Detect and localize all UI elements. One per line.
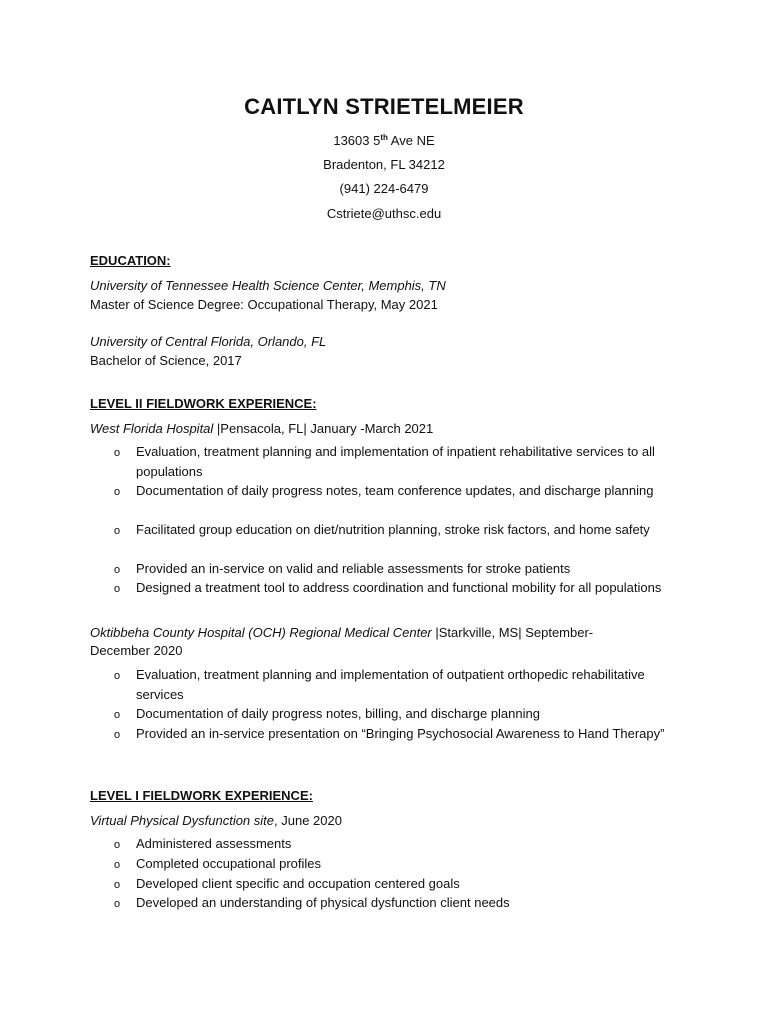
level1-bullet-4: Developed an understanding of physical dysfunction client needs: [136, 895, 510, 910]
bullet-marker: o: [114, 709, 121, 721]
bullet-marker: o: [114, 447, 121, 459]
candidate-name: CAITLYN STRIETELMEIER: [244, 94, 524, 119]
email-address: Cstriete@uthsc.edu: [326, 206, 442, 221]
address-superscript: th: [380, 133, 388, 142]
level2-heading: LEVEL II FIELDWORK EXPERIENCE:: [90, 396, 317, 411]
education-school-2: University of Central Florida, Orlando, FL: [90, 334, 327, 349]
level2-site-2-bullet-1: Evaluation, treatment planning and implementation of outpatient orthopedic rehabilitative services: [136, 667, 645, 702]
bullet-marker: o: [114, 486, 121, 498]
level2-site-1-bullet-4: Provided an in-service on valid and reliable assessments for stroke patients: [136, 561, 571, 576]
level2-site-2-bullet-3: Provided an in-service presentation on “Bringing Psychosocial Awareness to Hand Therapy”: [136, 726, 665, 741]
bullet-marker: o: [114, 898, 121, 910]
bullet-marker: o: [114, 670, 121, 682]
bullet-marker: o: [114, 859, 121, 871]
city-state-zip: Bradenton, FL 34212: [323, 157, 445, 172]
level1-bullet-2: Completed occupational profiles: [136, 856, 321, 871]
level2-site-2: [90, 625, 593, 640]
education-degree-2: Bachelor of Science, 2017: [90, 353, 242, 368]
bullet-marker: o: [114, 525, 121, 537]
education-school-1: University of Tennessee Health Science Center, Memphis, TN: [90, 278, 446, 293]
bullet-marker: o: [114, 729, 121, 741]
level2-site-2-details: |Starkville, MS| September-: [431, 625, 594, 640]
bullet-marker: o: [114, 839, 121, 851]
address-line: [0, 133, 768, 148]
education-degree-1: Master of Science Degree: Occupational Therapy, May 2021: [90, 297, 438, 312]
level1-site-name: Virtual Physical Dysfunction site: [90, 813, 275, 828]
education-heading: EDUCATION:: [90, 253, 171, 268]
level2-site-1-bullet-1: Evaluation, treatment planning and implementation of inpatient rehabilitative services to all populations: [136, 444, 655, 479]
level2-site-1-details: |Pensacola, FL| January -March 2021: [213, 421, 434, 436]
level1-site: [90, 813, 342, 828]
level1-bullet-1: Administered assessments: [136, 836, 292, 851]
bullet-marker: o: [114, 583, 121, 595]
phone-number: (941) 224-6479: [339, 181, 429, 196]
level1-site-details: , June 2020: [274, 813, 342, 828]
level2-site-1-bullet-2: Documentation of daily progress notes, team conference updates, and discharge planning: [136, 483, 654, 498]
level2-site-1-bullet-3: Facilitated group education on diet/nutrition planning, stroke risk factors, and home safety: [136, 522, 650, 537]
level2-site-2-bullet-2: Documentation of daily progress notes, billing, and discharge planning: [136, 706, 540, 721]
address-street: Ave NE: [387, 133, 435, 148]
level2-site-1: [90, 421, 433, 436]
level2-site-2-name: Oktibbeha County Hospital (OCH) Regional Medical Center: [90, 625, 432, 640]
level1-heading: LEVEL I FIELDWORK EXPERIENCE:: [90, 788, 313, 803]
level2-site-1-bullet-5: Designed a treatment tool to address coordination and functional mobility for all populations: [136, 580, 662, 595]
bullet-marker: o: [114, 879, 121, 891]
address-number: 13603 5: [333, 133, 381, 148]
level2-site-1-name: West Florida Hospital: [90, 421, 214, 436]
level1-bullet-3: Developed client specific and occupation centered goals: [136, 876, 460, 891]
level2-site-2-dates: December 2020: [90, 643, 183, 658]
bullet-marker: o: [114, 564, 121, 576]
